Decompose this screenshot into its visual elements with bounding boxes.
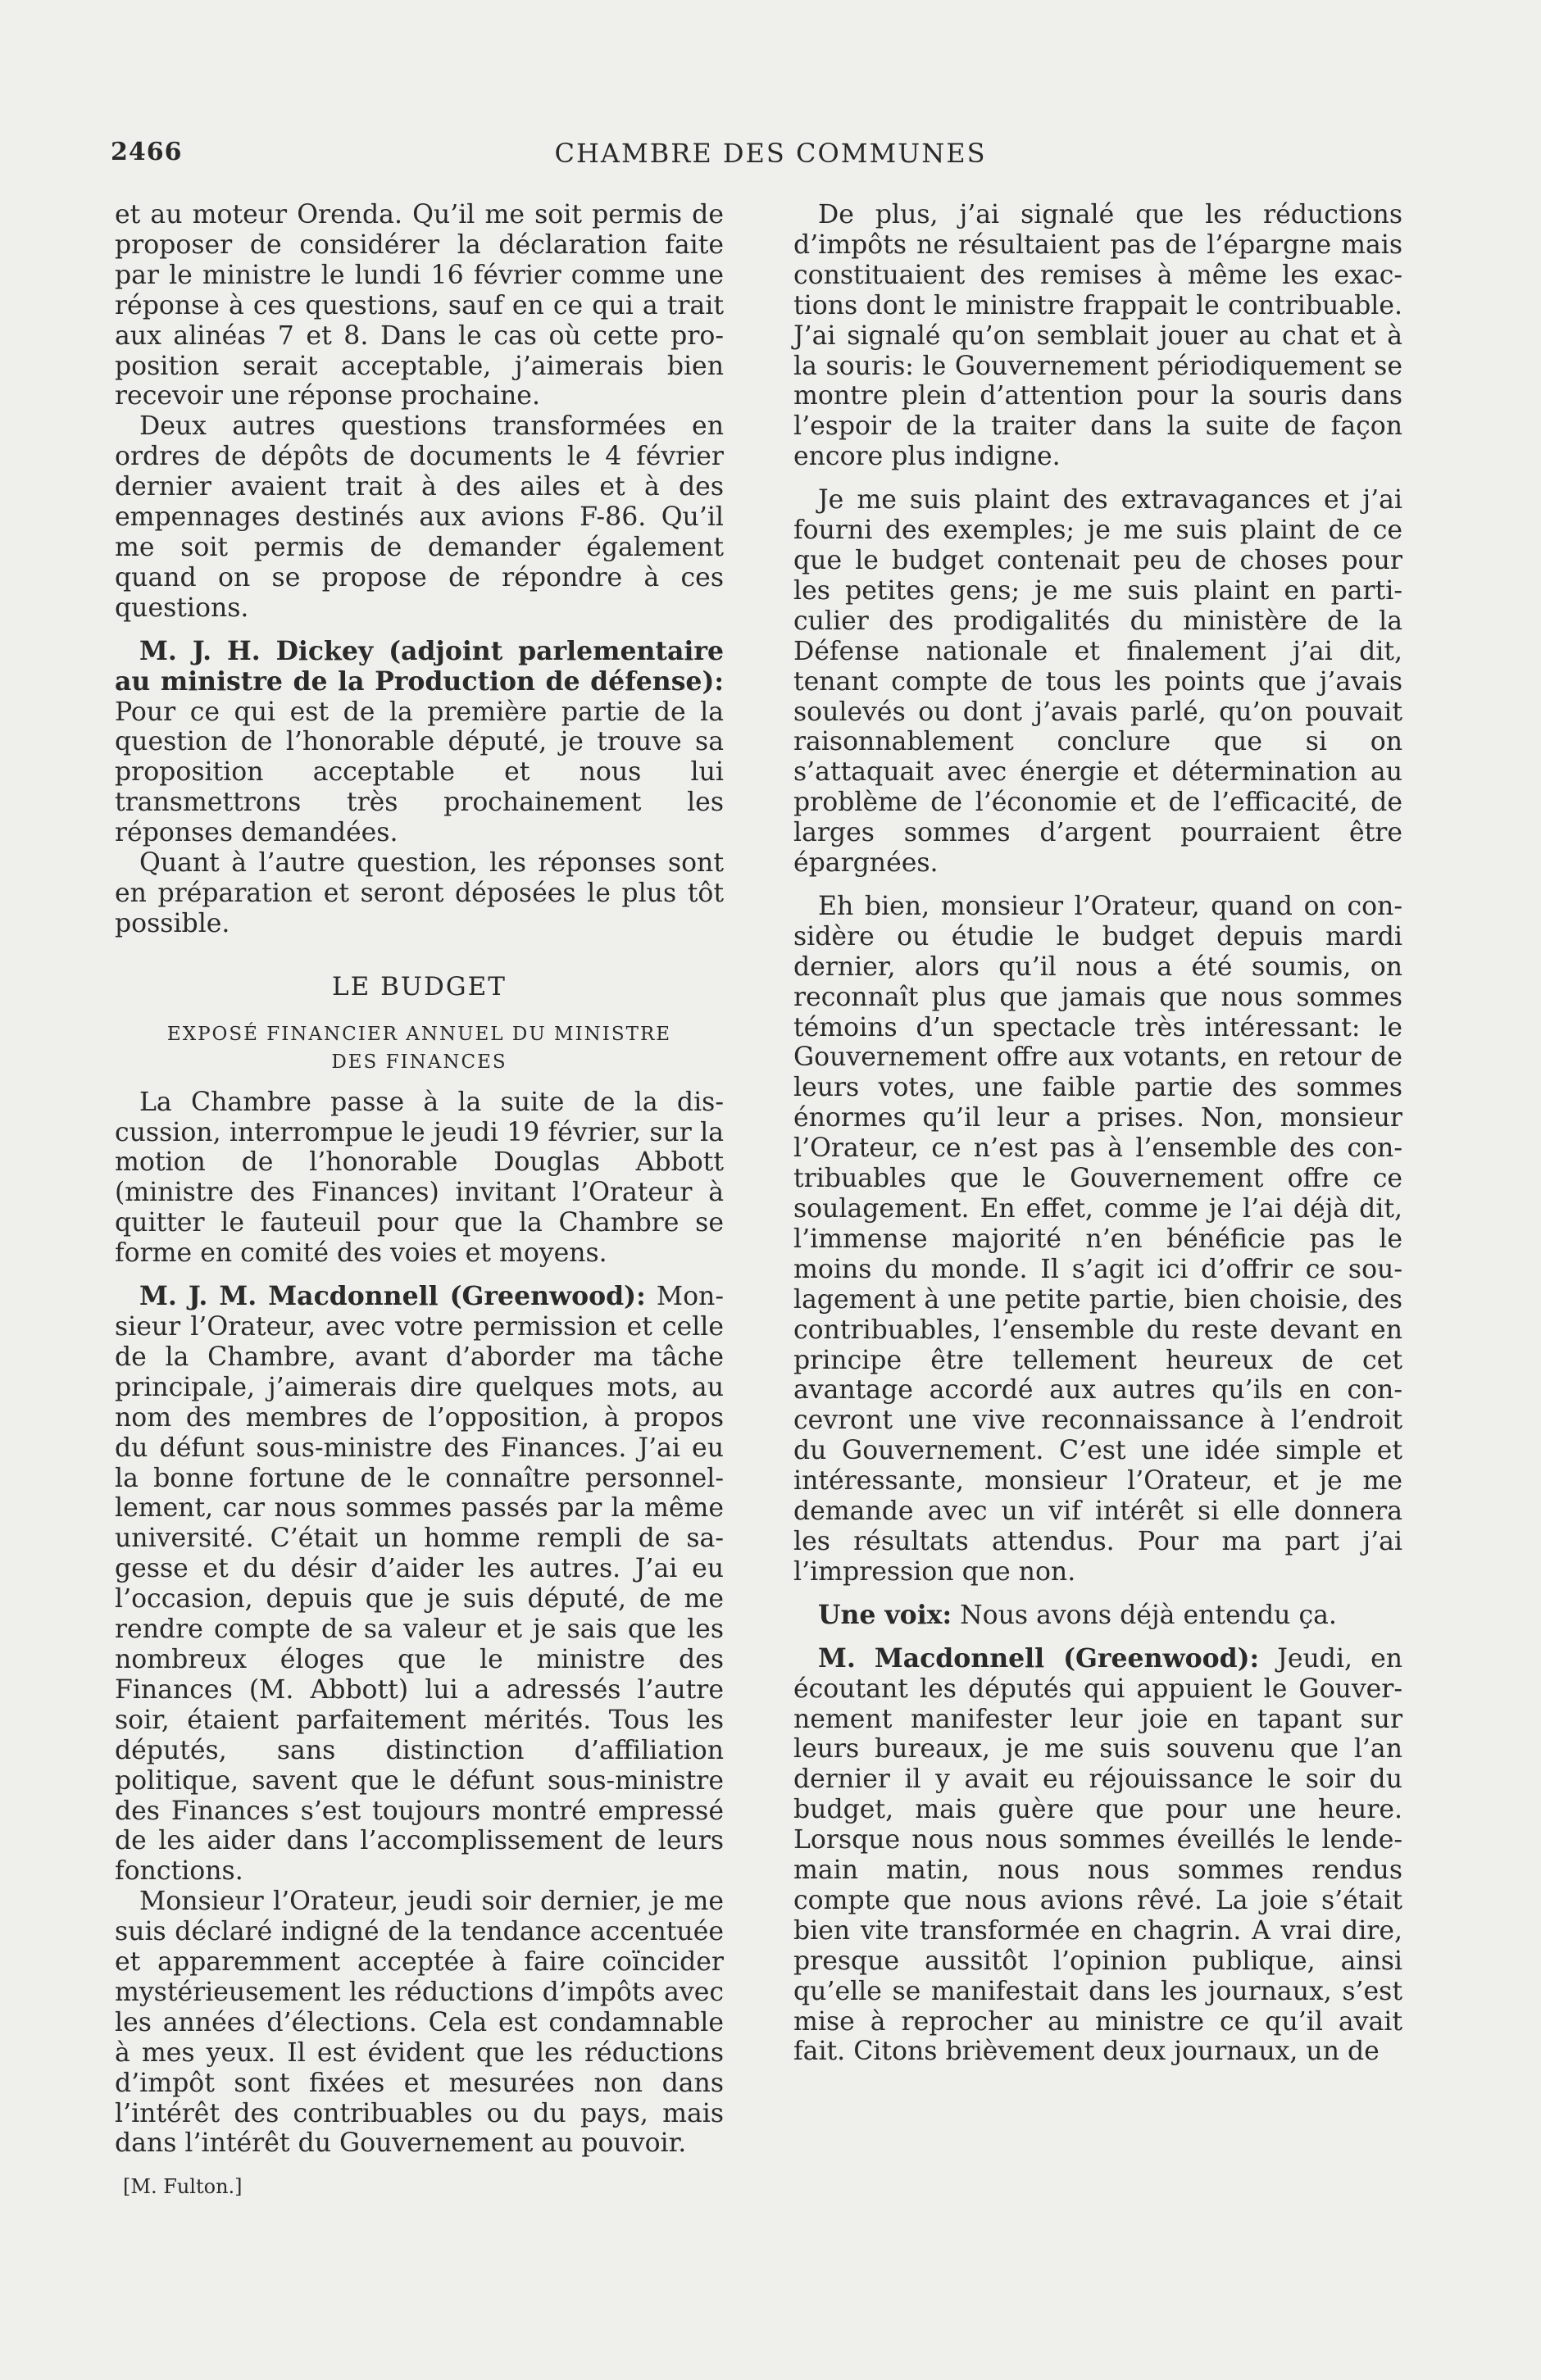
speech-text: Nous avons déjà entendu ça. — [960, 1600, 1337, 1630]
left-column — [115, 200, 724, 2202]
speaker-name: M. J. M. Macdonnell (Greenwood): — [139, 1281, 646, 1312]
paragraph: De plus, j’ai signalé que les réductions d’impôts ne résultaient pas de l’épargne mais constituaient des remises à même les exactions dont le ministre frappait le contribuable. J’ai signalé qu’on semblait jouer au chat et à la souris: le Gouvernement périodiquement se montre plein d’attention pour la souris dans l’espoir de la traiter dans la suite de façon encore plus indigne. — [793, 200, 1402, 472]
paragraph: Deux autres questions transformées en ordres de dépôts de documents le 4 février dernier avaient trait à des ailes et à des empennages destinés aux avions F-86. Qu’il me soit permis de demander également quand on se propose de répondre à ces questions. — [115, 411, 724, 623]
paragraph — [115, 637, 724, 848]
footer-note: [M. Fulton.] — [123, 2175, 243, 2199]
paragraph — [793, 1644, 1402, 2068]
speaker-name: M. J. H. Dickey (adjoint parlementaire au ministre de la Production de défense): — [115, 635, 724, 697]
paragraph — [115, 1282, 724, 1887]
paragraph: Eh bien, monsieur l’Orateur, quand on considère ou étudie le budget depuis mardi dernier, alors qu’il nous a été soumis, on reconnaît plus que jamais que nous sommes témoins d’un spectacle très intéressant: le Gouvernement offre aux votants, en retour de leurs votes, une faible partie des sommes énormes qu’il leur a prises. Non, monsieur l’Orateur, ce n’est pas à l’ensemble des contribuables que le Gouvernement offre ce soulagement. En effet, comme je l’ai déjà dit, l’immense majorité n’en bénéficie pas le moins du monde. Il s’agit ici d’offrir ce soulagement à une petite partie, bien choisie, des contribuables, l’ensemble du reste devant en principe être tellement heureux de cet avantage accordé aux autres qu’ils en concevront une vive reconnaissance à l’endroit du Gouvernement. C’est une idée simple et intéressante, monsieur l’Orateur, et je me demande avec un vif intérêt si elle donnera les résultats attendus. Pour ma part j’ai l’impression que non. — [793, 891, 1402, 1587]
speech-text: Jeudi, en écoutant les députés qui appuient le Gouvernement manifester leur joie en tapant sur leurs bureaux, je me suis souvenu que l’an dernier il y avait eu réjouissance le soir du budget, mais guère que pour une heure. Lorsque nous nous sommes éveillés le lendemain matin, nous nous sommes rendus compte que nous avions rêvé. La joie s’était bien vite transformée en chagrin. A vrai dire, presque aussitôt l’opinion publique, ainsi qu’elle se manifestait dans les journaux, s’est mise à reprocher au ministre ce qu’il avait fait. Citons brièvement deux journaux, un de — [793, 1643, 1402, 2067]
section-subheading — [115, 1020, 724, 1076]
speech-text: Pour ce qui est de la première partie de la question de l’honorable député, je trouve sa proposition acceptable et nous lui transmettrons très prochainement les réponses demandées. — [115, 697, 724, 848]
paragraph: et au moteur Orenda. Qu’il me soit permis de proposer de considérer la déclaration faite par le ministre le lundi 16 février comme une réponse à ces questions, sauf en ce qui a trait aux alinéas 7 et 8. Dans le cas où cette proposition serait acceptable, j’aimerais bien recevoir une réponse prochaine. — [115, 200, 724, 411]
paragraph — [793, 1601, 1402, 1631]
page-number: 2466 — [111, 138, 183, 166]
paragraph: Je me suis plaint des extravagances et j’ai fourni des exemples; je me suis plaint de ce que le budget contenait peu de choses pour les petites gens; je me suis plaint en particulier des prodigalités du ministère de la Défense nationale et finalement j’ai dit, tenant compte de tous les points que j’avais soulevés ou dont j’avais parlé, qu’on pouvait raisonnablement conclure que si on s’attaquait avec énergie et détermination au problème de l’économie et de l’efficacité, de larges sommes d’argent pourraient être épargnées. — [793, 485, 1402, 879]
speaker-name: Une voix: — [818, 1599, 952, 1630]
subheading-line: DES FINANCES — [331, 1051, 507, 1073]
paragraph: Monsieur l’Orateur, jeudi soir dernier, je me suis déclaré indigné de la tendance accentuée et apparemment acceptée à faire coïncider mystérieusement les réductions d’impôts avec les années d’élections. Cela est condamnable à mes yeux. Il est évident que les réductions d’impôt sont fixées et mesurées non dans l’intérêt des contribuables ou du pays, mais dans l’intérêt du Gouvernement au pouvoir. — [115, 1887, 724, 2159]
speaker-name: M. Macdonnell (Greenwood): — [818, 1642, 1260, 1674]
section-title: LE BUDGET — [332, 971, 507, 1002]
subheading-line: EXPOSÉ FINANCIER ANNUEL DU MINISTRE — [166, 1023, 672, 1045]
paragraph: La Chambre passe à la suite de la discussion, interrompue le jeudi 19 février, sur la motion de l’honorable Douglas Abbott (ministre des Finances) invitant l’Orateur à quitter le fauteuil pour que la Chambre se forme en comité des voies et moyens. — [115, 1087, 724, 1269]
speech-text: Monsieur l’Orateur, avec votre permission et celle de la Chambre, avant d’aborder ma tâche principale, j’aimerais dire quelques mots, au nom des membres de l’opposition, à propos du défunt sous-ministre des Finances. J’ai eu la bonne fortune de le connaître personnellement, car nous sommes passés par la même université. C’était un homme rempli de sagesse et du désir d’aider les autres. J’ai eu l’occasion, depuis que je suis député, de me rendre compte de sa valeur et je sais que les nombreux éloges que le ministre des Finances (M. Abbott) lui a adressés l’autre soir, étaient parfaitement mérités. Tous les députés, sans distinction d’affiliation politique, savent que le défunt sous-ministre des Finances s’est toujours montré empressé de les aider dans l’accomplissement de leurs fonctions. — [115, 1282, 724, 1887]
running-head: CHAMBRE DES COMMUNES — [554, 138, 987, 169]
paragraph: Quant à l’autre question, les réponses sont en préparation et seront déposées le plus tôt possible. — [115, 848, 724, 938]
right-column — [793, 200, 1402, 2067]
